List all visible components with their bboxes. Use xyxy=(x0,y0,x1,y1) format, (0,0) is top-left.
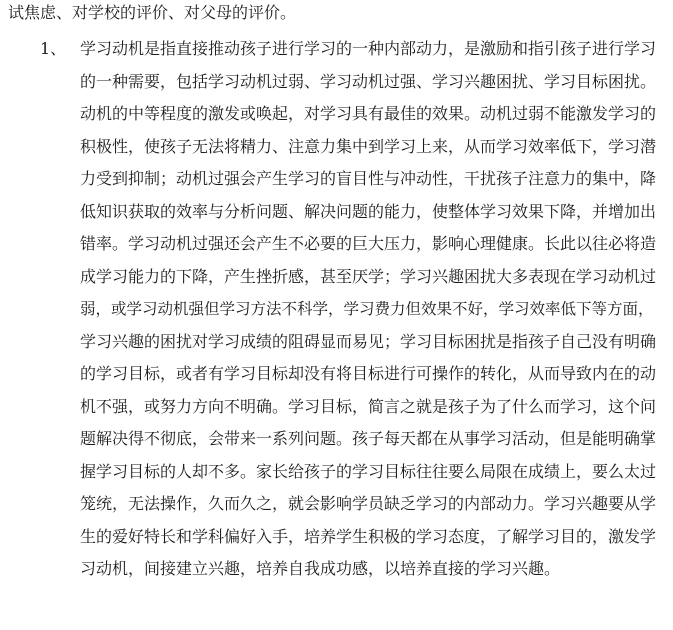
list-item-number: 1、 xyxy=(40,39,67,58)
paragraph-line: 低知识获取的效率与分析问题、解决问题的能力，使整体学习效果下降，并增加出 xyxy=(80,201,657,221)
paragraph-line: 学习兴趣的困扰对学习成绩的阻碍显而易见；学习目标困扰是指孩子自己没有明确 xyxy=(80,331,657,351)
paragraph-body xyxy=(80,38,660,591)
paragraph-line: 动机的中等程度的激发或唤起，对学习具有最佳的效果。动机过弱不能激发学习的 xyxy=(80,104,657,123)
paragraph-line: 的学习目标，或者有学习目标却没有将目标进行可操作的转化，从而导致内在的动 xyxy=(80,364,657,383)
paragraph-line: 机不强，或努力方向不明确。学习目标，简言之就是孩子为了什么而学习，这个问 xyxy=(80,396,657,416)
paragraph-line: 弱，或学习动机强但学习方法不科学，学习费力但效果不好，学习效率低下等方面， xyxy=(80,300,654,318)
paragraph-line: 的一种需要，包括学习动机过弱、学习动机过强、学习兴趣困扰、学习目标困扰。 xyxy=(80,71,657,91)
paragraph-line: 错率。学习动机过强还会产生不必要的巨大压力，影响心理健康。长此以往必将造 xyxy=(80,234,657,253)
lead-line: 试焦虑、对学校的评价、对父母的评价。 xyxy=(8,3,297,22)
paragraph-line: 成学习能力的下降，产生挫折感，甚至厌学；学习兴趣困扰大多表现在学习动机过 xyxy=(80,266,657,286)
paragraph-line: 学习动机是指直接推动孩子进行学习的一种内部动力，是激励和指引孩子进行学习 xyxy=(80,39,657,58)
paragraph-line: 习动机，间接建立兴趣，培养自我成功感，以培养直接的学习兴趣。 xyxy=(80,559,561,578)
paragraph-line: 笼统，无法操作，久而久之，就会影响学员缺乏学习的内部动力。学习兴趣要从学 xyxy=(80,494,657,513)
paragraph-line: 力受到抑制；动机过强会产生学习的盲目性与冲动性，干扰孩子注意力的集中，降 xyxy=(80,169,657,188)
paragraph-line: 握学习目标的人却不多。家长给孩子的学习目标往往要么局限在成绩上，要么太过 xyxy=(80,461,657,481)
paragraph-line: 题解决得不彻底，会带来一系列问题。孩子每天都在从事学习活动，但是能明确掌 xyxy=(80,429,657,448)
paragraph-line: 生的爱好特长和学科偏好入手，培养学生积极的学习态度，了解学习目的，激发学 xyxy=(80,526,657,546)
paragraph-line: 积极性，使孩子无法将精力、注意力集中到学习上来，从而学习效率低下，学习潜 xyxy=(80,136,657,156)
